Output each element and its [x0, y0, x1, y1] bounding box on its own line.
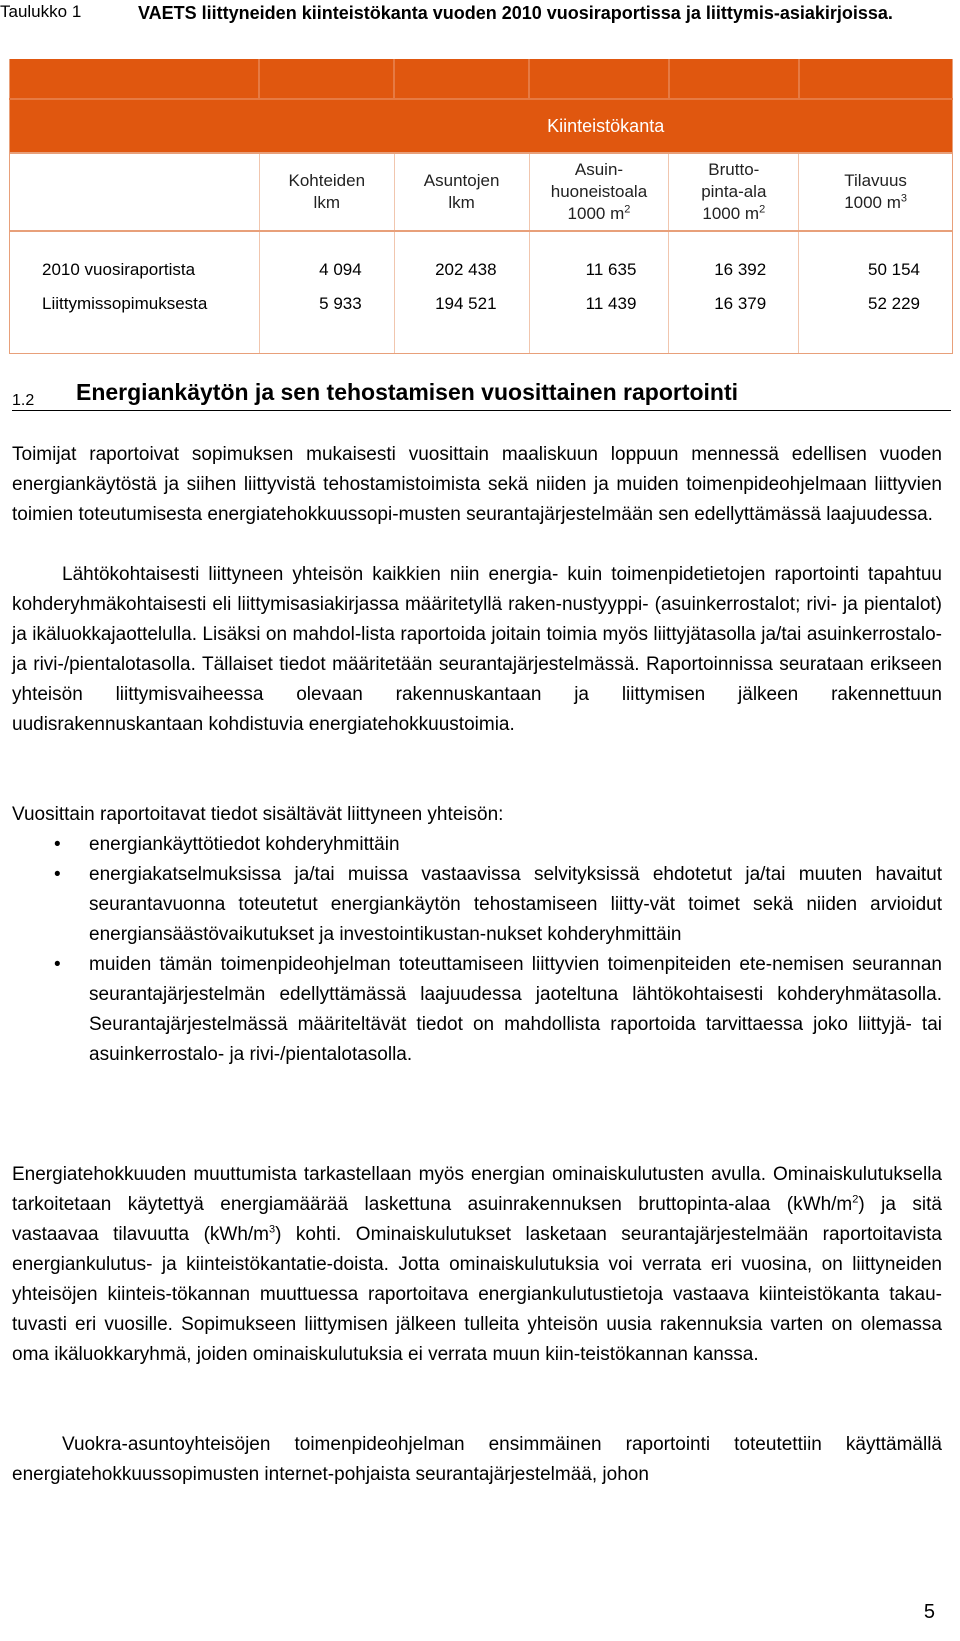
page-number: 5: [923, 1601, 935, 1623]
paragraph: Vuosittain raportoitavat tiedot sisältävät liittyneen yhteisön:: [12, 804, 504, 825]
table-top-band: [10, 59, 953, 99]
table-column-header-row: [10, 153, 953, 231]
list-item: • energiakatselmuksissa ja/tai muissa vastaavissa selvityksissä ehdotetut ja/tai muuten havaitut seurantavuonna toteutetut energiankäytön tehostamiseen liitty-vät toimet sekä niiden arvioidut energiansäästövaikutukset ja investointikustan-nukset kohderyhmittäin: [12, 860, 942, 950]
column-header: Brutto- pinta-ala 1000 $m^2$: [669, 153, 799, 231]
row-label: 2010 vuosiraportista: [42, 260, 196, 279]
paragraph: Energiatehokkuuden muuttumista tarkastellaan myös energian ominaiskulutusten avulla. Ominaiskulutuksella tarkoitetaan käytettyä energiamäärää laskettuna asuinrakennuksen bruttopinta-alaa $(kWh/m^2)$ ja sitä vastaavaa tilavuutta $(kWh/m^3)$ kohti. Ominaiskulutukset lasketaan seurantajärjestelmään raportoitavista energiankulutus- ja kiinteistökantatie-doista. Jotta ominaiskulutuksia voi verrata eri vuosina, on liittyneiden yhteisöjen kiinteis-tökannan muuttuessa raportoitava energiankulutustietoja vastaava kiinteistökanta takau-tuvasti eri vuosille. Sopimukseen liittymisen jälkeen tulleita yhteisön uusia rakennuksia varten on olemassa oma ikäluokkaryhmä, joiden ominaiskulutuksia ei verrata muun kiin-teistökannan kanssa.: [12, 1164, 942, 1365]
section-title: Energiankäytön ja sen tehostamisen vuosittainen raportointi: [76, 379, 739, 405]
table-cell: 202 438: [394, 253, 529, 287]
table-cell: 11 439: [529, 287, 669, 321]
table-caption-label: Taulukko 1: [0, 2, 82, 21]
table-cell: 4 094: [259, 253, 394, 287]
row-label: Liittymissopimuksesta: [42, 294, 208, 313]
column-header: Asuntojen lkm: [394, 153, 529, 231]
column-header: Asuin- huoneistoala 1000 $m^2$: [529, 153, 669, 231]
property-stock-table: [9, 59, 953, 354]
table-cell: 11 635: [529, 253, 669, 287]
paragraph: Lähtökohtaisesti liittyneen yhteisön kaikkien niin energia- kuin toimenpidetietojen raportointi tapahtuu kohderyhmäkohtaisesti eli liittymisasiakirjassa määritetyllä raken-nustyyppi- (asuinkerrostalot; rivi- ja pientalot) ja ikäluokkajaottelulla. Lisäksi on mahdol-lista raportoida joitain toimia myös liittyjätasolla ja/tai asuinkerrostalo- ja rivi-/pientalotasolla. Tällaiset tiedot määritetään seurantajärjestelmässä. Raportoinnissa seurataan erikseen yhteisön liittymisvaiheessa olevaan rakennuskantaan ja liittymisen jälkeen rakennettuun uudisrakennuskantaan kohdistuvia energiatehokkuustoimia.: [12, 564, 942, 735]
table-cell: 5 933: [259, 287, 394, 321]
heading-rule: [12, 410, 951, 411]
table-group-header: Kiinteistökanta: [259, 99, 952, 153]
section-number: 1.2: [12, 392, 35, 409]
column-header: Tilavuus 1000 $m^3$: [799, 153, 953, 231]
paragraph: Vuokra-asuntoyhteisöjen toimenpideohjelman ensimmäinen raportointi toteutettiin käyttämällä energiatehokkuussopimusten internet-pohjaista seurantajärjestelmää, johon: [12, 1434, 942, 1485]
paragraph: Toimijat raportoivat sopimuksen mukaisesti vuosittain maaliskuun loppuun mennessä edellisen vuoden energiankäytöstä ja siihen liittyvistä tehostamistoimista sekä niiden ja muiden toimenpideohjelmaan liittyvien toimien toteutumisesta energiatehokkuussopi-musten seurantajärjestelmään sen edellyttämässä laajuudessa.: [12, 444, 942, 525]
table-cell: 194 521: [394, 287, 529, 321]
list-item: • energiankäyttötiedot kohderyhmittäin: [12, 830, 942, 860]
column-header: Kohteiden lkm: [259, 153, 394, 231]
table-cell: 50 154: [799, 253, 953, 287]
table-group-header-row: [10, 99, 953, 153]
table-row: [10, 253, 953, 287]
table-cell: 16 392: [669, 253, 799, 287]
bullet-icon: •: [54, 834, 61, 855]
bullet-icon: •: [54, 864, 61, 885]
bullet-list: [12, 830, 942, 1070]
table-cell: 52 229: [799, 287, 953, 321]
table-cell: 16 379: [669, 287, 799, 321]
list-item: • muiden tämän toimenpideohjelman toteuttamiseen liittyvien toimenpiteiden ete-nemisen seurannan seurantajärjestelmän edellyttämässä laajuudessa jaoteltuna lähtökohtaisesti kohderyhmätasolla. Seurantajärjestelmässä määriteltävät tiedot on mahdollista raportoida tarvittaessa joko liittyjä- tai asuinkerrostalo- ja rivi-/pientalotasolla.: [12, 950, 942, 1070]
table-caption-title: VAETS liittyneiden kiinteistökanta vuoden 2010 vuosiraportissa ja liittymis-asiakirjoissa.: [138, 3, 893, 23]
bullet-icon: •: [54, 954, 61, 975]
table-row: [10, 287, 953, 321]
